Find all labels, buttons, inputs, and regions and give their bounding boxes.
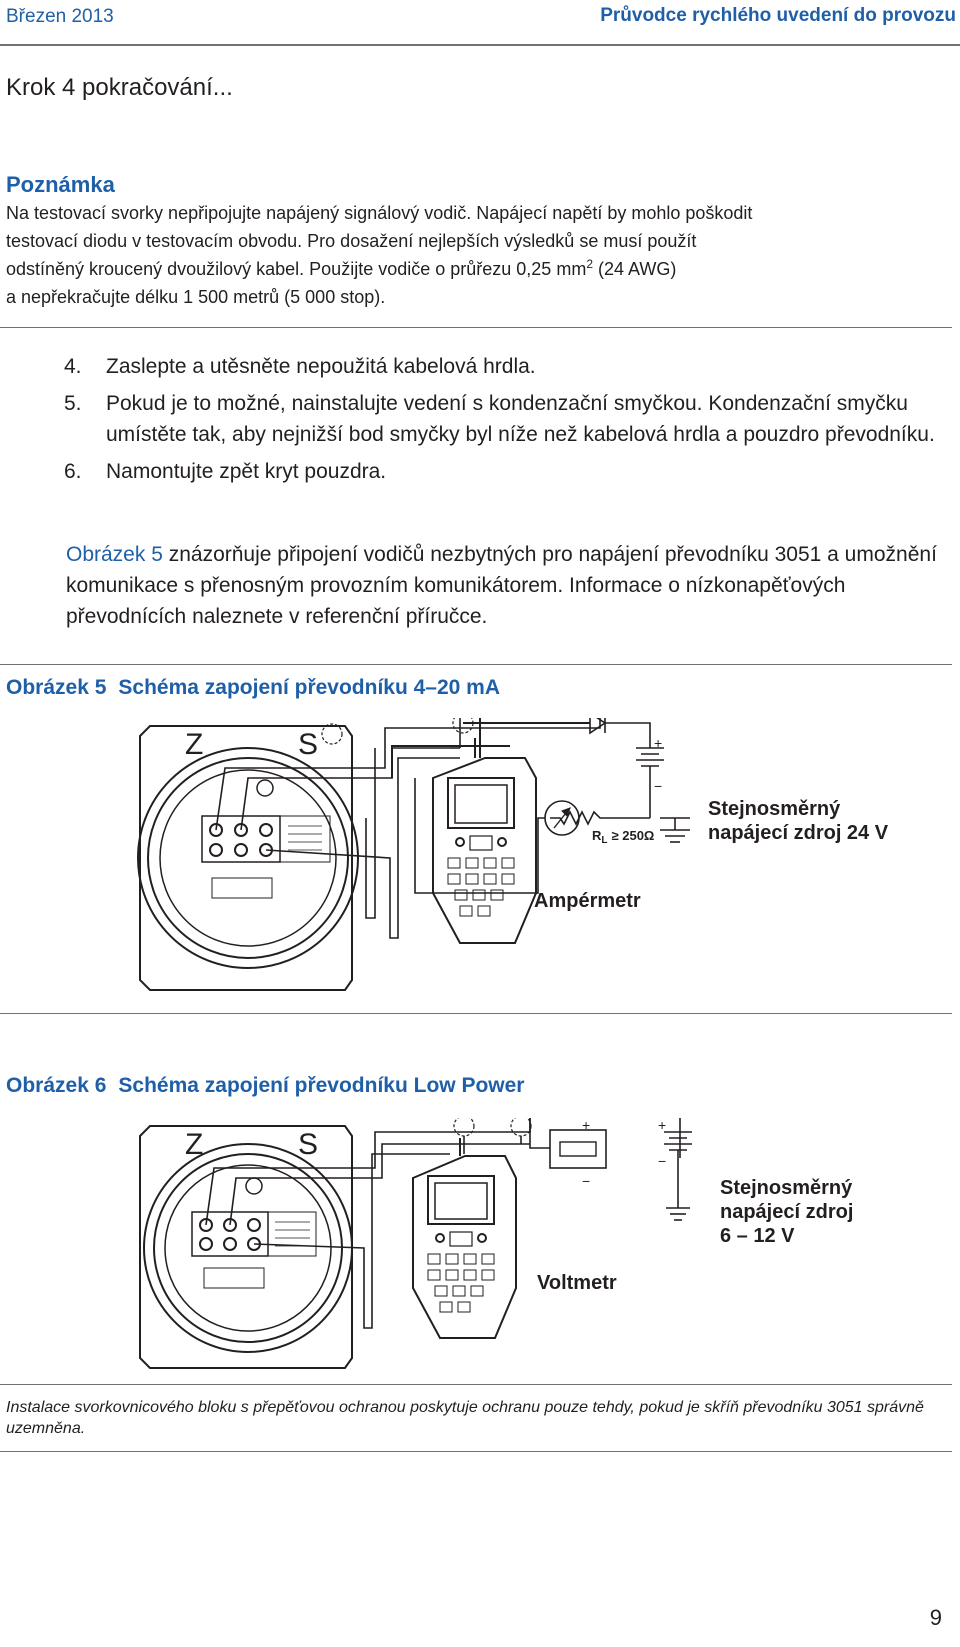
divider: [0, 1384, 952, 1385]
svg-text:S: S: [298, 1128, 319, 1161]
supply-minus-sign: −: [654, 778, 663, 794]
figure-5-diagram: [130, 718, 920, 1000]
top-loop: [332, 718, 650, 748]
figure-5-title: [6, 676, 500, 700]
note-line3-text: odstíněný kroucený dvoužilový kabel. Použijte vodiče o průřezu 0,25 mm: [6, 259, 587, 279]
grounding-caption: Instalace svorkovnicového bloku s přepěťovou ochranou poskytuje ochranu pouze tehdy, pokud je skříň převodníku 3051 správně uzemněna.: [6, 1399, 924, 1437]
supply-minus-sign: −: [658, 1153, 667, 1169]
svg-text:Z: Z: [185, 728, 204, 761]
supply-label-line: napájecí zdroj: [720, 1201, 854, 1223]
step-text: Pokud je to možné, nainstalujte vedení s kondenzační smyčkou. Kondenzační smyčku umístěte tak, aby nejnižší bod smyčky byl níže než kabelová hrdla a pouzdro převodníku.: [106, 392, 935, 446]
voltmeter-symbol: [530, 1118, 606, 1189]
step-number: 5.: [64, 392, 82, 415]
note-title: Poznámka: [6, 172, 115, 197]
divider: [0, 664, 952, 665]
step-number: 6.: [64, 460, 82, 483]
resistor-symbol: R: [592, 828, 602, 843]
resistor-value: ≥ 250Ω: [611, 828, 655, 843]
ammeter-symbol: [415, 778, 579, 893]
step-title: Krok 4 pokračování...: [6, 74, 233, 101]
supply-label-line: 6 – 12 V: [720, 1225, 795, 1247]
note-line3-end: (24 AWG): [593, 259, 677, 279]
transmitter-housing: [138, 726, 358, 990]
figure-5-link[interactable]: Obrázek 5: [66, 543, 163, 566]
steps-list: [64, 351, 944, 493]
divider: [0, 1451, 952, 1452]
svg-text:S: S: [298, 728, 319, 761]
note-superscript: 2: [586, 257, 593, 271]
voltmeter-minus-sign: −: [582, 1173, 591, 1189]
divider: [0, 1013, 952, 1014]
figure-5-supply-label: [708, 797, 888, 845]
supply-label-line: napájecí zdroj 24 V: [708, 822, 889, 844]
figure-6-caption: Schéma zapojení převodníku Low Power: [118, 1074, 525, 1097]
figure-6-supply-label: [720, 1176, 853, 1248]
note-line: [6, 255, 946, 283]
page-number: 9: [929, 1605, 942, 1630]
step-number: 4.: [64, 355, 82, 378]
figure-6-diagram: [130, 1118, 920, 1380]
note-body: [6, 199, 946, 311]
ammeter-label: Ampérmetr: [534, 890, 641, 912]
voltmeter-plus-sign: +: [582, 1118, 591, 1133]
supply-plus-sign: +: [658, 1118, 667, 1133]
svg-text:Z: Z: [185, 1128, 204, 1161]
supply-label-line: Stejnosměrný: [720, 1177, 853, 1199]
step-item: [64, 351, 944, 382]
dc-power-supply-symbol: [650, 1118, 692, 1220]
header-guide-title: Průvodce rychlého uvedení do provozu: [600, 5, 956, 26]
figure-5-caption: Schéma zapojení převodníku 4–20 mA: [118, 676, 501, 699]
resistor-label: [592, 828, 654, 846]
note-line: a nepřekračujte délku 1 500 metrů (5 000 stop).: [6, 287, 386, 307]
note-line: testovací diodu v testovacím obvodu. Pro dosažení nejlepších výsledků se musí použít: [6, 231, 697, 251]
step-text: Zaslepte a utěsněte nepoužitá kabelová hrdla.: [106, 355, 536, 378]
step-text: Namontujte zpět kryt pouzdra.: [106, 460, 387, 483]
step-item: [64, 388, 944, 450]
field-communicator: [433, 718, 536, 943]
header-rule: [0, 44, 960, 46]
supply-plus-sign: +: [654, 735, 663, 751]
divider: [0, 327, 952, 328]
figure-6-number: Obrázek 6: [6, 1074, 107, 1097]
dc-power-supply-symbol: [636, 735, 664, 818]
field-communicator: [413, 1138, 516, 1338]
figure-6-title: [6, 1074, 524, 1098]
voltmeter-label: Voltmetr: [537, 1272, 617, 1294]
supply-label-line: Stejnosměrný: [708, 798, 841, 820]
intro-paragraph: [66, 539, 946, 632]
resistor-subscript: L: [601, 835, 608, 846]
paragraph-text: znázorňuje připojení vodičů nezbytných pro napájení převodníku 3051 a umožnění komunikace s přenosným provozním komunikátorem. Informace o nízkonapěťových převodnících naleznete v referenční příručce.: [66, 543, 937, 628]
header-date: Březen 2013: [6, 6, 114, 27]
figure-5-number: Obrázek 5: [6, 676, 107, 699]
step-item: [64, 456, 944, 487]
note-line: Na testovací svorky nepřipojujte napájený signálový vodič. Napájecí napětí by mohlo poškodit: [6, 203, 753, 223]
